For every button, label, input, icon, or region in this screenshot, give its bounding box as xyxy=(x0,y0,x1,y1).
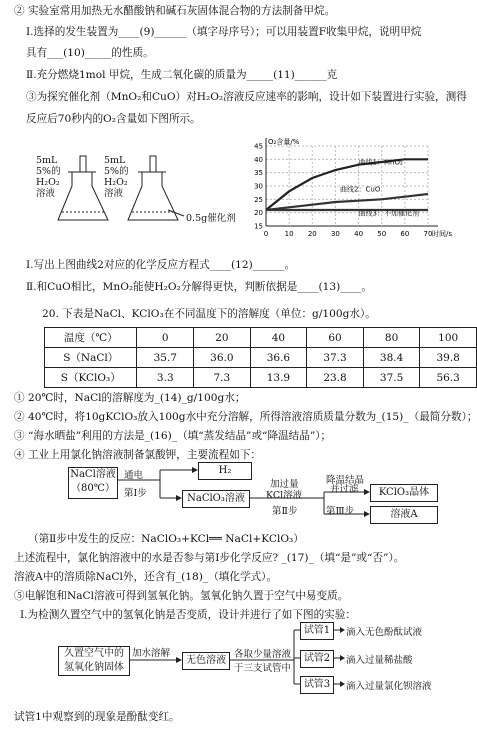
x-tick-label: 50 xyxy=(377,230,387,238)
right-flask-label: 5mL 5%的 H₂O₂ 溶液 xyxy=(104,155,129,199)
question-14: ① 20℃时，NaCl的溶解度为_(14)_g/100g水； xyxy=(14,392,246,404)
x-tick-label: 40 xyxy=(354,230,364,238)
table-cell: 23.8 xyxy=(307,368,364,388)
tube-3-box: 试管3 xyxy=(300,676,334,694)
table-cell: 38.4 xyxy=(363,348,420,368)
table-cell: 35.7 xyxy=(137,348,194,368)
y-tick-label: 35 xyxy=(254,169,263,178)
kclo3-crystal-box: KClO₃晶体 xyxy=(370,484,438,502)
table-cell: 56.3 xyxy=(420,368,477,388)
question-12: Ⅰ.写出上图曲线2对应的化学反应方程式____(12)______。 xyxy=(26,259,296,271)
question-9: Ⅰ.选择的发生装置为____(9)______（填字母序号）；可以用装置F收集甲烷，说明甲烷 xyxy=(26,26,422,38)
table-cell: S（NaCl） xyxy=(45,348,137,368)
table-cell: 37.3 xyxy=(307,348,364,368)
table-cell: 7.3 xyxy=(194,368,251,388)
table-cell: 36.0 xyxy=(194,348,251,368)
question-15: ② 40℃时，将10gKClO₃放入100g水中充分溶解，所得溶液溶质质量分数为_(15)_（最简分数）； xyxy=(14,411,477,423)
catalyst-intro: ③为探究催化剂（MnO₂和CuO）对H₂O₂溶液反应速率的影响，设计如下装置进行实验，测得 xyxy=(26,91,467,103)
curve-label: 曲线3：不加催化剂 xyxy=(358,209,420,218)
x-tick-label: 20 xyxy=(307,230,317,238)
x-tick-label: 0 xyxy=(263,230,269,238)
question-10: 具有___(10)_____的性质。 xyxy=(26,47,154,59)
x-tick-label: 70 xyxy=(423,230,433,238)
table-header-cell: 40 xyxy=(250,328,307,348)
y-tick-label: 45 xyxy=(254,142,263,151)
step1-label: 第Ⅰ步 xyxy=(124,488,147,499)
question-18: 溶液A中的溶质除NaCl外，还含有_(18)_（填化学式）。 xyxy=(14,571,278,583)
x-axis-label: 时间/s xyxy=(432,230,453,238)
table-cell: 3.3 xyxy=(137,368,194,388)
line-methane-prep: ② 实验室常用加热无水醋酸钠和碱石灰固体混合物的方法制备甲烷。 xyxy=(14,5,336,17)
x-tick-label: 30 xyxy=(330,230,340,238)
step3-label: 第Ⅲ步 xyxy=(326,506,355,517)
curve-label: 曲线1：MnO₂ xyxy=(358,158,403,167)
table-header-cell: 20 xyxy=(194,328,251,348)
electrolysis-label: 通电 xyxy=(124,470,144,481)
tube-3-result: 滴入过量氯化钡溶液 xyxy=(346,681,432,692)
reaction-note: （第Ⅱ步中发生的反应：NaClO₃+KCl══ NaCl+KClO₃） xyxy=(28,533,304,545)
table-header-cell: 100 xyxy=(420,328,477,348)
kcl-label: KCl溶液 xyxy=(266,490,303,501)
catalyst-intro-2: 反应后70秒内的O₂含量如下图所示。 xyxy=(26,113,201,125)
question-13: Ⅱ.和CuO相比，MnO₂能使H₂O₂分解得更快，判断依据是____(13)____。 xyxy=(26,281,373,293)
table-cell: 36.6 xyxy=(250,348,307,368)
sample-box: 久置空气中的 氢氧化钠固体 xyxy=(58,646,130,676)
table-cell: 37.5 xyxy=(363,368,420,388)
table-cell: S（KClO₃） xyxy=(45,368,137,388)
colorless-solution-box: 无色溶液 xyxy=(182,652,230,670)
dissolve-label: 加水溶解 xyxy=(132,648,171,659)
tube-2-result: 滴入过量稀盐酸 xyxy=(346,655,413,666)
add-kcl-label: 加过量 xyxy=(270,479,299,490)
catalyst-label: 0.5g催化剂 xyxy=(186,213,236,224)
question-16: ③ “海水晒盐”利用的方法是_(16)_（填“蒸发结晶”或“降温结晶”）； xyxy=(14,430,332,442)
table-cell: 39.8 xyxy=(420,348,477,368)
table-header-cell: 60 xyxy=(307,328,364,348)
y-tick-label: 20 xyxy=(254,209,263,218)
tube-1-observation: 试管1中观察到的现象是酚酞变红。 xyxy=(14,711,180,723)
left-flask-label: 5mL 5%的 H₂O₂ 溶液 xyxy=(36,155,61,199)
y-tick-label: 40 xyxy=(254,155,263,164)
naclo3-box: NaClO₃溶液 xyxy=(182,490,250,508)
test-intro: Ⅰ.为检测久置空气中的氢氧化钠是否变质，设计并进行了如下图的实验： xyxy=(20,609,356,621)
question-17: 上述流程中，氯化钠溶液中的水是否参与第Ⅰ步化学反应? _(17)_（填“是”或“否”）。 xyxy=(14,552,405,564)
flow-intro: ④ 工业上用氯化钠溶液制备氯酸钾，主要流程如下： xyxy=(14,449,262,461)
electrolysis-intro: ⑤电解饱和NaCl溶液可得到氢氧化钠。氢氧化钠久置于空气中易变质。 xyxy=(14,590,349,602)
y-tick-label: 30 xyxy=(254,182,263,191)
tube-2-box: 试管2 xyxy=(300,650,334,668)
x-tick-label: 60 xyxy=(400,230,410,238)
solution-a-box: 溶液A xyxy=(370,506,438,524)
split-label-2: 于三支试管中 xyxy=(234,663,292,674)
table-cell: 13.9 xyxy=(250,368,307,388)
question-11: Ⅱ.充分燃烧1mol 甲烷，生成二氧化碳的质量为_____(11)______克 xyxy=(26,69,338,81)
y-tick-label: 25 xyxy=(254,195,263,204)
y-tick-label: 15 xyxy=(254,222,263,231)
tube-1-box: 试管1 xyxy=(300,622,334,640)
tube-1-result: 滴入无色酚酞试液 xyxy=(346,627,423,638)
step2-label: 第Ⅱ步 xyxy=(272,506,298,517)
table-header-cell: 温度（℃） xyxy=(45,328,137,348)
curve-label: 曲线2：CuO xyxy=(340,185,381,194)
y-axis-label: O₂含量/% xyxy=(268,138,300,146)
split-label-1: 各取少量溶液 xyxy=(234,649,292,660)
filter-label: 并过滤 xyxy=(330,484,359,495)
x-tick-label: 10 xyxy=(284,230,294,238)
cool-label: 降温结晶 xyxy=(326,475,365,486)
table-header-cell: 80 xyxy=(363,328,420,348)
h2-box: H₂ xyxy=(198,462,252,480)
table-header-cell: 0 xyxy=(137,328,194,348)
question-20-intro: 20. 下表是NaCl、KClO₃在不同温度下的溶解度（单位：g/100g水）。 xyxy=(42,308,376,320)
nacl-solution-box: NaCl溶液 （80℃） xyxy=(68,467,118,499)
